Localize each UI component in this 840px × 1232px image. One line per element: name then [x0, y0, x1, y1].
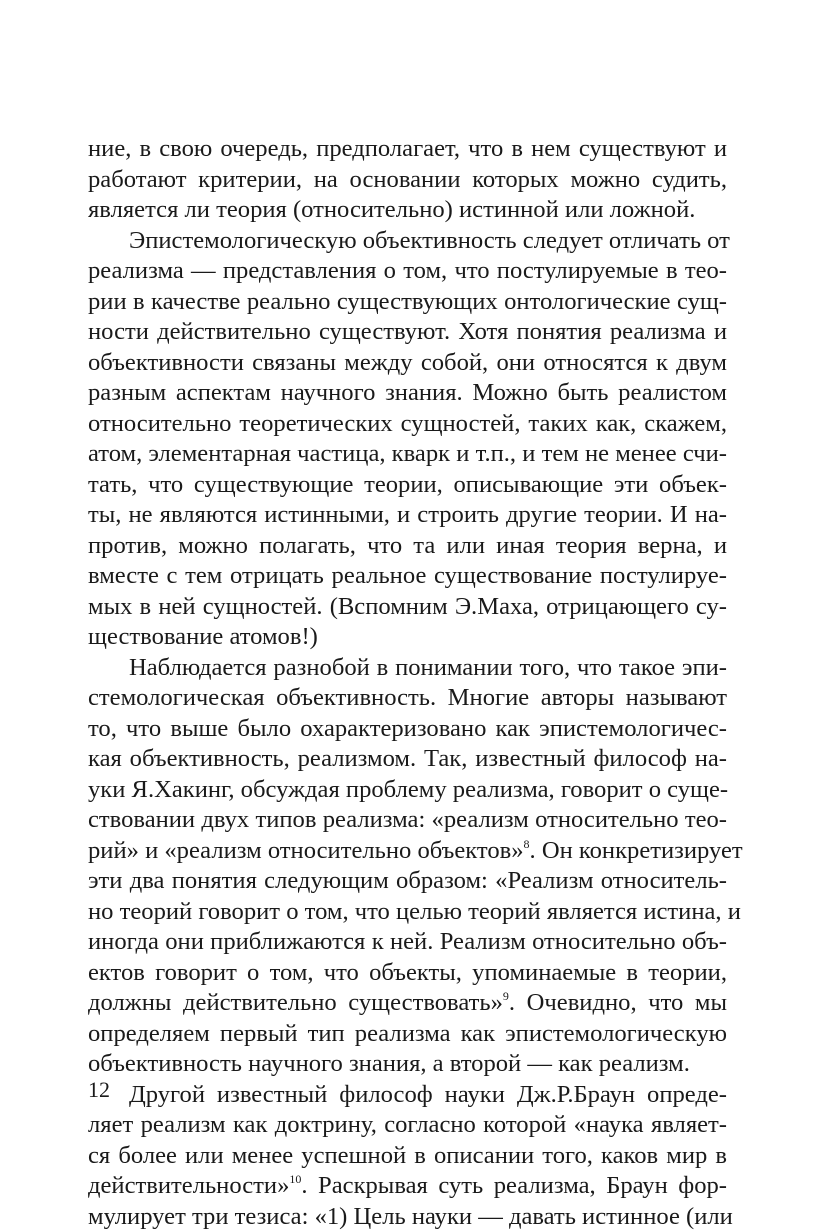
text-line: ности действительно существуют. Хотя понятия реализма и [88, 317, 727, 348]
text-line: определяем первый тип реализма как эпистемологическую [88, 1019, 727, 1050]
text-line: эти два понятия следующим образом: «Реализм относитель- [88, 866, 727, 897]
text-line-with-footnote [88, 836, 727, 867]
text-line: объективности связаны между собой, они относятся к двум [88, 348, 727, 379]
footnote-ref[interactable]: 9 [503, 989, 509, 1003]
text-line: ствовании двух типов реализма: «реализм относительно тео- [88, 805, 727, 836]
text-line: ты, не являются истинными, и строить другие теории. И на- [88, 500, 727, 531]
text-segment: . Очевидно, что мы [509, 989, 727, 1016]
text-segment: рий» и «реализм относительно объектов» [88, 837, 524, 864]
paragraph-start-line: Другой известный философ науки Дж.Р.Браун опреде- [88, 1080, 727, 1111]
text-line-with-footnote [88, 1171, 727, 1202]
text-line: является ли теория (относительно) истинной или ложной. [88, 195, 727, 226]
text-segment: действительности» [88, 1172, 289, 1199]
text-line: ществование атомов!) [88, 622, 727, 653]
text-line: ектов говорит о том, что объекты, упоминаемые в теории, [88, 958, 727, 989]
footnote-ref[interactable]: 10 [289, 1172, 301, 1186]
text-line: мых в ней сущностей. (Вспомним Э.Маха, отрицающего су- [88, 592, 727, 623]
text-line: тать, что существующие теории, описывающие эти объек- [88, 470, 727, 501]
page-number: 12 [88, 1077, 110, 1103]
text-line: ние, в свою очередь, предполагает, что в нем существуют и [88, 134, 727, 165]
text-line: кая объективность, реализмом. Так, известный философ на- [88, 744, 727, 775]
paragraph-start-line: Эпистемологическую объективность следует отличать от [88, 226, 727, 257]
page-body [88, 134, 727, 1232]
text-line: стемологическая объективность. Многие авторы называют [88, 683, 727, 714]
text-line: атом, элементарная частица, кварк и т.п., и тем не менее счи- [88, 439, 727, 470]
text-segment: . Он конкретизирует [530, 837, 743, 864]
text-line: относительно теоретических сущностей, таких как, скажем, [88, 409, 727, 440]
text-line: объективность научного знания, а второй — как реализм. [88, 1049, 727, 1080]
text-line: ляет реализм как доктрину, согласно которой «наука являет- [88, 1110, 727, 1141]
text-line: мулирует три тезиса: «1) Цель науки — давать истинное (или [88, 1202, 727, 1232]
text-line: то, что выше было охарактеризовано как эпистемологичес- [88, 714, 727, 745]
footnote-ref[interactable]: 8 [524, 837, 530, 851]
text-line: реализма — представления о том, что постулируемые в тео- [88, 256, 727, 287]
text-line: но теорий говорит о том, что целью теорий является истина, и [88, 897, 727, 928]
text-segment: . Раскрывая суть реализма, Браун фор- [301, 1172, 727, 1199]
text-line: вместе с тем отрицать реальное существование постулируе- [88, 561, 727, 592]
text-line: против, можно полагать, что та или иная теория верна, и [88, 531, 727, 562]
text-line-with-footnote [88, 988, 727, 1019]
text-line: ся более или менее успешной в описании того, каков мир в [88, 1141, 727, 1172]
text-line: разным аспектам научного знания. Можно быть реалистом [88, 378, 727, 409]
text-line: уки Я.Хакинг, обсуждая проблему реализма, говорит о суще- [88, 775, 727, 806]
text-line: иногда они приближаются к ней. Реализм относительно объ- [88, 927, 727, 958]
text-line: рии в качестве реально существующих онтологические сущ- [88, 287, 727, 318]
text-line: работают критерии, на основании которых можно судить, [88, 165, 727, 196]
text-segment: должны действительно существовать» [88, 989, 503, 1016]
paragraph-start-line: Наблюдается разнобой в понимании того, что такое эпи- [88, 653, 727, 684]
